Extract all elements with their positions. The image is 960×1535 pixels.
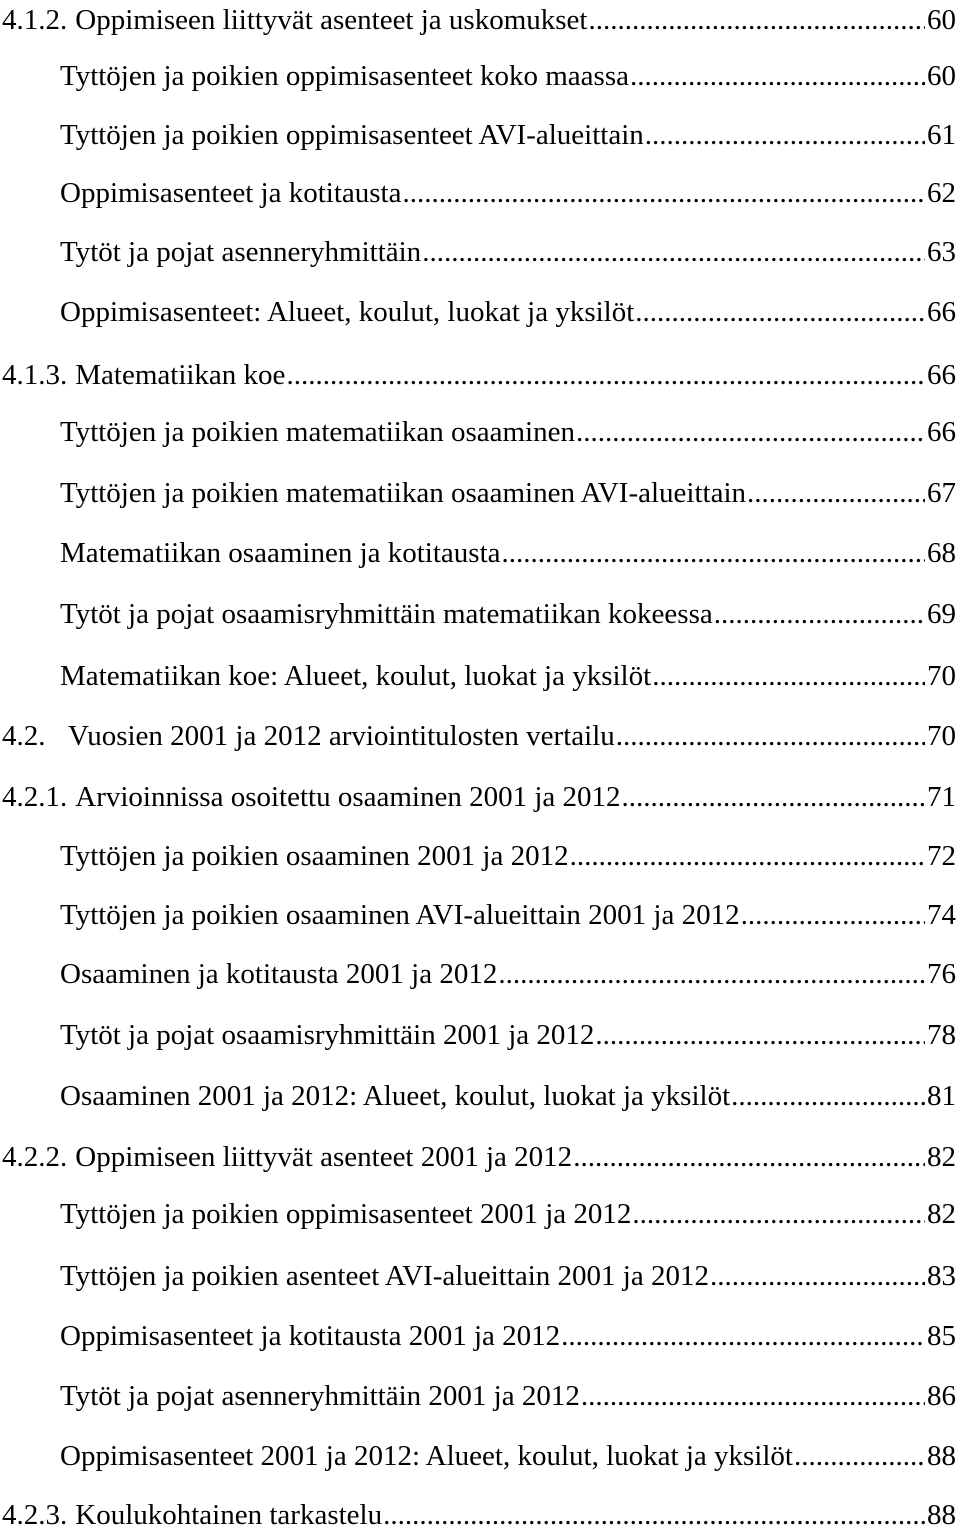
entry-title: Tytöt ja pojat osaamisryhmittäin matematiikan kokeessa [60,598,713,630]
entry-title: Oppimiseen liittyvät asenteet 2001 ja 2012 [75,1141,573,1173]
entry-title: Tyttöjen ja poikien oppimisasenteet 2001 ja 2012 [60,1198,632,1230]
dot-leader [645,115,925,155]
page-number: 74 [927,899,956,931]
page-number: 69 [927,598,956,630]
page-number: 76 [927,958,956,990]
toc-entry[interactable] [60,1316,956,1356]
page-number: 78 [927,1019,956,1051]
dot-leader [570,836,925,876]
toc-entry[interactable] [60,656,956,696]
page-number: 72 [927,840,956,872]
entry-title: Vuosien 2001 ja 2012 arviointitulosten vertailu [68,720,615,752]
entry-title: Tytöt ja pojat osaamisryhmittäin 2001 ja 2012 [60,1019,595,1051]
toc-entry[interactable] [60,115,956,155]
toc-entry[interactable] [60,1256,956,1296]
entry-title: Oppimiseen liittyvät asenteet ja uskomukset [75,4,588,36]
page-number: 61 [927,119,956,151]
page-number: 88 [927,1440,956,1472]
dot-leader [622,777,925,817]
dot-leader [422,232,925,272]
toc-entry[interactable] [60,1194,956,1234]
dot-leader [561,1316,925,1356]
toc-entry[interactable] [60,1076,956,1116]
dot-leader [383,1495,925,1535]
entry-title: Oppimisasenteet: Alueet, koulut, luokat ja yksilöt [60,296,635,328]
entry-title: Matematiikan koe [75,359,286,391]
entry-title: Osaaminen ja kotitausta 2001 ja 2012 [60,958,498,990]
dot-leader [581,1376,925,1416]
toc-entry[interactable] [60,232,956,272]
entry-title: Tytöt ja pojat asenneryhmittäin [60,236,422,268]
page-number: 68 [927,537,956,569]
page-number: 70 [927,660,956,692]
toc-entry[interactable] [60,1015,956,1055]
toc-entry[interactable] [60,56,956,96]
toc-entry[interactable] [2,716,956,756]
page-number: 82 [927,1198,956,1230]
page-number: 62 [927,177,956,209]
section-number: 4.1.2. [2,4,68,36]
toc-entry[interactable] [60,594,956,634]
page-number: 60 [927,4,956,36]
toc-entry[interactable] [60,473,956,513]
dot-leader [794,1436,925,1476]
dot-leader [502,533,925,573]
dot-leader [741,895,925,935]
page-number: 82 [927,1141,956,1173]
dot-leader [498,954,925,994]
page-number: 66 [927,296,956,328]
page-number: 81 [927,1080,956,1112]
toc-entry[interactable] [2,0,956,40]
toc-entry[interactable] [60,1436,956,1476]
dot-leader [731,1076,925,1116]
toc-entry[interactable] [60,836,956,876]
toc-entry[interactable] [60,1376,956,1416]
section-number: 4.2. [2,720,46,752]
page-number: 86 [927,1380,956,1412]
dot-leader [635,292,925,332]
entry-title: Tyttöjen ja poikien matematiikan osaaminen [60,416,575,448]
entry-title: Osaaminen 2001 ja 2012: Alueet, koulut, luokat ja yksilöt [60,1080,731,1112]
entry-title: Koulukohtainen tarkastelu [75,1499,383,1531]
page-number: 85 [927,1320,956,1352]
dot-leader [710,1256,925,1296]
dot-leader [573,1137,925,1177]
dot-leader [576,412,925,452]
entry-title: Tyttöjen ja poikien oppimisasenteet koko maassa [60,60,629,92]
page-number: 66 [927,416,956,448]
dot-leader [747,473,925,513]
entry-title: Oppimisasenteet ja kotitausta 2001 ja 2012 [60,1320,561,1352]
dot-leader [652,656,925,696]
page-number: 60 [927,60,956,92]
page-number: 71 [927,781,956,813]
entry-title: Oppimisasenteet ja kotitausta [60,177,402,209]
section-number: 4.1.3. [2,359,68,391]
section-number: 4.2.1. [2,781,68,813]
toc-entry[interactable] [60,954,956,994]
toc-entry[interactable] [2,1495,956,1535]
section-number: 4.2.2. [2,1141,68,1173]
entry-title: Matematiikan osaaminen ja kotitausta [60,537,501,569]
dot-leader [616,716,925,756]
dot-leader [402,173,925,213]
entry-title: Oppimisasenteet 2001 ja 2012: Alueet, koulut, luokat ja yksilöt [60,1440,793,1472]
entry-title: Tyttöjen ja poikien asenteet AVI-alueittain 2001 ja 2012 [60,1260,709,1292]
entry-title: Tyttöjen ja poikien osaaminen 2001 ja 2012 [60,840,569,872]
dot-leader [630,56,925,96]
toc-entry[interactable] [2,1137,956,1177]
dot-leader [714,594,925,634]
entry-title: Tyttöjen ja poikien osaaminen AVI-alueittain 2001 ja 2012 [60,899,740,931]
toc-entry[interactable] [2,355,956,395]
page-number: 66 [927,359,956,391]
toc-entry[interactable] [60,292,956,332]
toc-entry[interactable] [60,412,956,452]
toc-entry[interactable] [60,533,956,573]
dot-leader [286,355,925,395]
page-number: 70 [927,720,956,752]
page-number: 83 [927,1260,956,1292]
page-number: 67 [927,477,956,509]
toc-entry[interactable] [60,895,956,935]
entry-title: Tytöt ja pojat asenneryhmittäin 2001 ja 2012 [60,1380,580,1412]
toc-entry[interactable] [2,777,956,817]
page-number: 88 [927,1499,956,1531]
entry-title: Matematiikan koe: Alueet, koulut, luokat ja yksilöt [60,660,652,692]
toc-entry[interactable] [60,173,956,213]
dot-leader [595,1015,925,1055]
page-number: 63 [927,236,956,268]
entry-title: Tyttöjen ja poikien oppimisasenteet AVI-alueittain [60,119,644,151]
section-number: 4.2.3. [2,1499,68,1531]
dot-leader [632,1194,925,1234]
dot-leader [588,0,925,40]
entry-title: Tyttöjen ja poikien matematiikan osaaminen AVI-alueittain [60,477,747,509]
entry-title: Arvioinnissa osoitettu osaaminen 2001 ja 2012 [75,781,621,813]
